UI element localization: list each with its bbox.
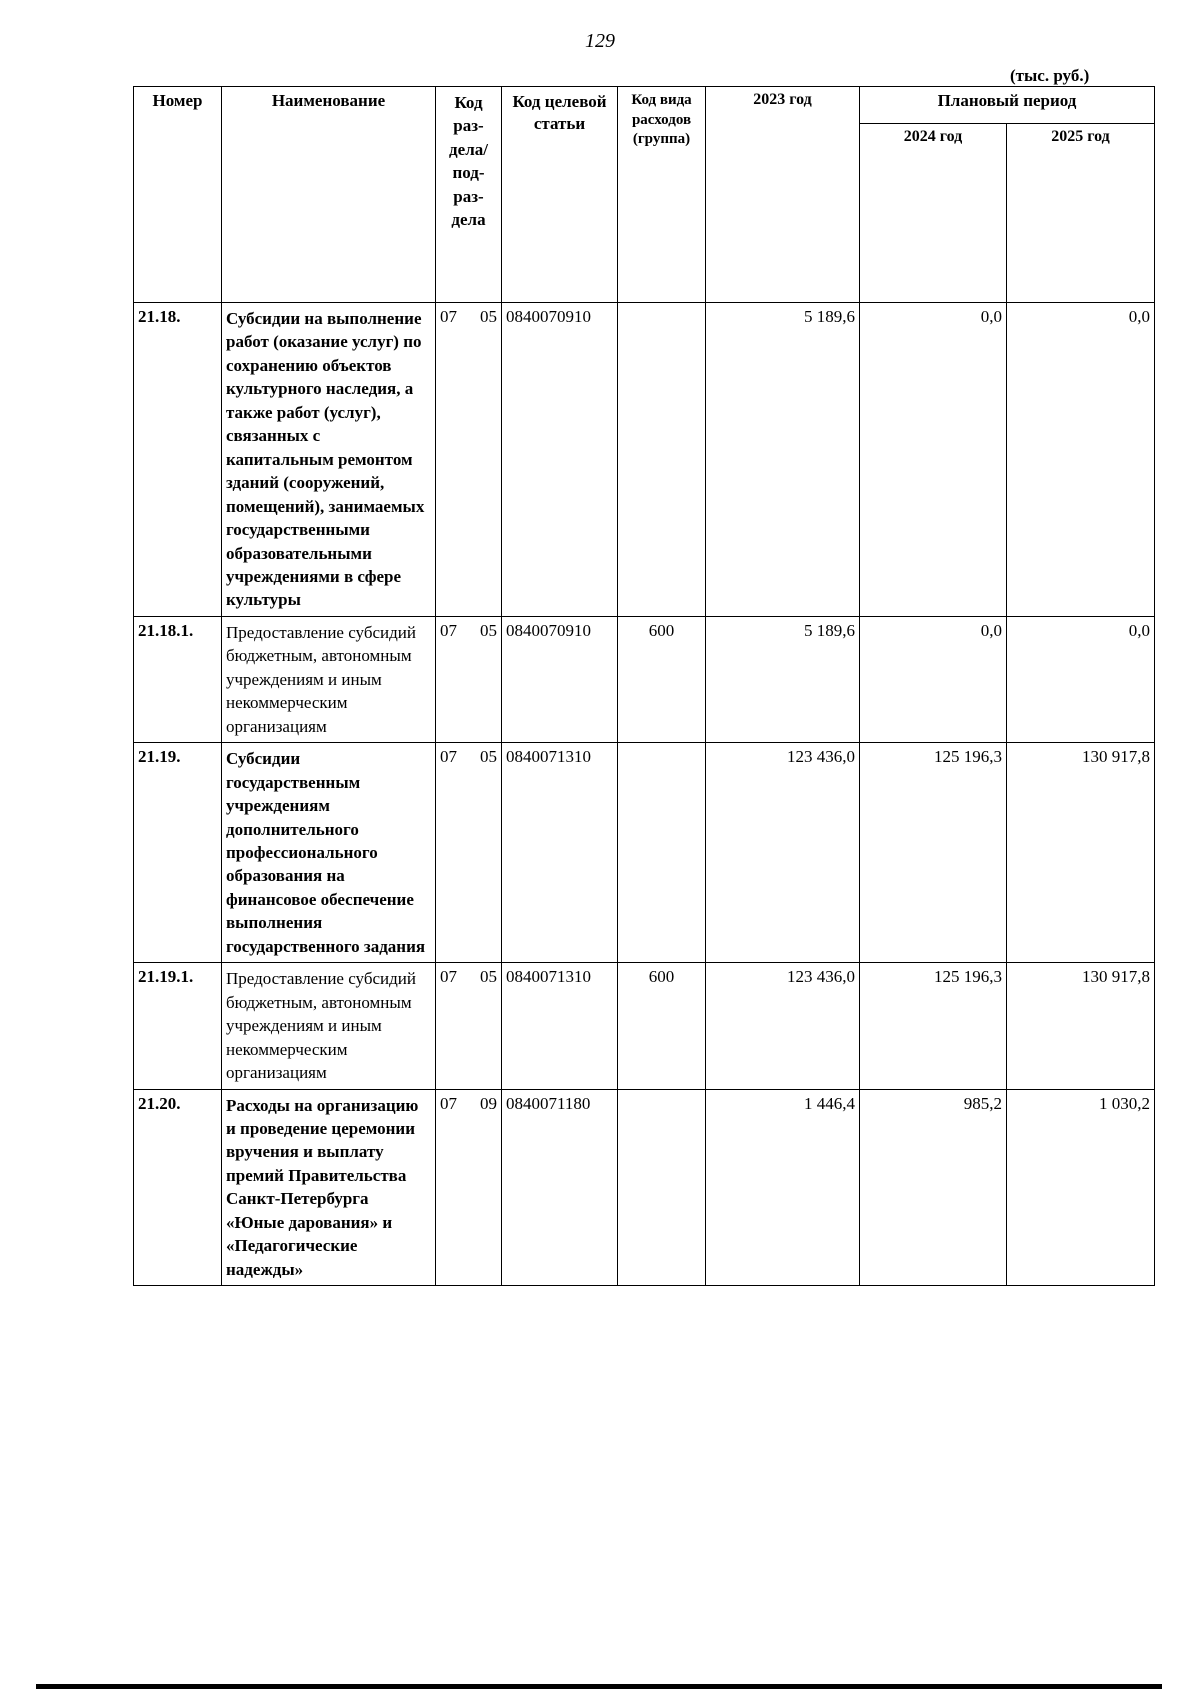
subsection-code: 09 (480, 1093, 497, 1113)
row-number: 21.19. (134, 743, 222, 963)
header-target-code: Код целевой статьи (502, 87, 618, 303)
row-value-2023: 5 189,6 (706, 616, 860, 742)
header-planning-period: Плановый период (860, 87, 1155, 124)
row-expense-kind (618, 743, 706, 963)
header-number: Номер (134, 87, 222, 303)
bottom-rule (36, 1684, 1162, 1689)
header-section-code: Код раз-дела/ под-раз-дела (436, 87, 502, 303)
section-code: 07 (440, 967, 457, 987)
section-code: 07 (440, 307, 457, 326)
units-label: (тыс. руб.) (1010, 66, 1090, 85)
header-name: Наименование (222, 87, 436, 303)
row-value-2025: 130 917,8 (1007, 963, 1155, 1089)
row-value-2023: 123 436,0 (706, 963, 860, 1089)
row-name: Расходы на организацию и проведение церемонии вручения и выплату премий Правительства Санкт-Петербурга «Юные дарования» и «Педагогические надежды» (222, 1089, 436, 1286)
table-row (134, 963, 1155, 1089)
row-value-2024: 0,0 (860, 616, 1007, 742)
row-number: 21.19.1. (134, 963, 222, 1089)
table-row (134, 303, 1155, 617)
row-expense-kind: 600 (618, 963, 706, 1089)
row-value-2023: 123 436,0 (706, 743, 860, 963)
page-number: 129 (585, 30, 615, 52)
row-target-code: 0840070910 (502, 616, 618, 742)
row-value-2024: 125 196,3 (860, 963, 1007, 1089)
header-year-2023: 2023 год (706, 87, 860, 303)
row-section-code (436, 303, 502, 617)
row-target-code: 0840071310 (502, 963, 618, 1089)
row-value-2025: 1 030,2 (1007, 1089, 1155, 1286)
row-value-2025: 0,0 (1007, 616, 1155, 742)
header-year-2024: 2024 год (860, 124, 1007, 303)
row-name: Субсидии на выполнение работ (оказание услуг) по сохранению объектов культурного наследия, а также работ (услуг), связанных с капитальным ремонтом зданий (сооружений, помещений), занимаемых государственными образовательными учреждениями в сфере культуры (222, 303, 436, 617)
row-number: 21.18. (134, 303, 222, 617)
row-section-code (436, 616, 502, 742)
budget-table (133, 86, 1155, 1286)
row-number: 21.20. (134, 1089, 222, 1286)
row-value-2023: 5 189,6 (706, 303, 860, 617)
row-name: Предоставление субсидий бюджетным, автономным учреждениям и иным некоммерческим организациям (222, 616, 436, 742)
subsection-code: 05 (480, 620, 497, 640)
row-expense-kind: 600 (618, 616, 706, 742)
row-value-2024: 985,2 (860, 1089, 1007, 1286)
row-value-2025: 130 917,8 (1007, 743, 1155, 963)
row-name: Субсидии государственным учреждениям дополнительного профессионального образования на финансовое обеспечение выполнения государственного задания (222, 743, 436, 963)
table-body (134, 303, 1155, 1286)
row-value-2024: 0,0 (860, 303, 1007, 617)
table-row (134, 743, 1155, 963)
section-code: 07 (440, 1093, 457, 1113)
row-name: Предоставление субсидий бюджетным, автономным учреждениям и иным некоммерческим организациям (222, 963, 436, 1089)
section-code: 07 (440, 747, 457, 767)
header-row-top (134, 87, 1155, 124)
subsection-code: 05 (480, 747, 497, 767)
row-target-code: 0840070910 (502, 303, 618, 617)
row-expense-kind (618, 1089, 706, 1286)
row-section-code (436, 963, 502, 1089)
row-target-code: 0840071180 (502, 1089, 618, 1286)
subsection-code: 05 (480, 307, 497, 326)
row-number: 21.18.1. (134, 616, 222, 742)
row-value-2025: 0,0 (1007, 303, 1155, 617)
row-section-code (436, 1089, 502, 1286)
row-value-2024: 125 196,3 (860, 743, 1007, 963)
row-section-code (436, 743, 502, 963)
header-year-2025: 2025 год (1007, 124, 1155, 303)
row-target-code: 0840071310 (502, 743, 618, 963)
row-value-2023: 1 446,4 (706, 1089, 860, 1286)
row-expense-kind (618, 303, 706, 617)
section-code: 07 (440, 620, 457, 640)
table-row (134, 1089, 1155, 1286)
subsection-code: 05 (480, 967, 497, 987)
header-expense-kind-code: Код вида расходов (группа) (618, 87, 706, 303)
table-row (134, 616, 1155, 742)
